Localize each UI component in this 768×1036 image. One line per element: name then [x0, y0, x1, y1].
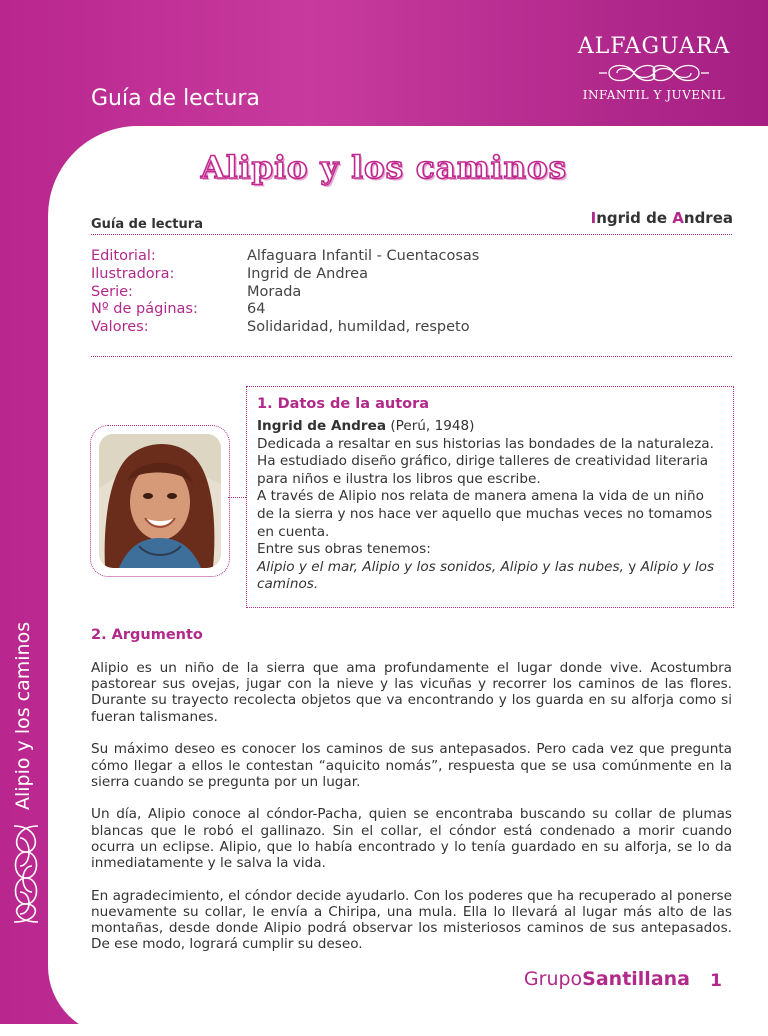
works-italic-2: Alipio y los caminos.	[257, 558, 715, 593]
book-title: Alipio y los caminos	[200, 150, 568, 186]
argument-paragraph: En agradecimiento, el cóndor decide ayudarlo. Con los poderes que ha recuperado al ponerse nuevamente su collar, le envía a Chiripa, una mula. Ella lo llevará al lugar más alto de las montañas, desde donde Alipio podrá observar los misteriosos caminos de sus antepasados. De ese modo, logrará cumplir su deseo.	[91, 887, 732, 953]
bio-paragraph: Dedicada a resaltar en sus historias las bondades de la naturaleza. Ha estudiado diseño gráfico, dirige talleres de creatividad literaria para niños e ilustra los libros que escribe.	[257, 435, 714, 487]
brand-name: ALFAGUARA	[577, 34, 731, 59]
detail-value: Morada	[247, 283, 302, 300]
photo-connector	[228, 497, 246, 498]
author-bio	[257, 418, 723, 594]
author-name-part1: ngrid de	[596, 209, 673, 227]
author-photo-frame	[90, 425, 230, 577]
argument-paragraph: Su máximo deseo es conocer los caminos de sus antepasados. Pero cada vez que pregunta cómo llegar a ellos le contestan “aquicito nomás”, respuesta que se usa comúnmente en la sierra cuando se pregunta por un lugar.	[91, 741, 732, 790]
detail-value: Ingrid de Andrea	[247, 265, 368, 282]
argument-paragraph: Un día, Alipio conoce al cóndor-Pacha, quien se encontraba buscando su collar de plumas blancas que le robó el gallinazo. Sin el collar, el cóndor está condenado a morir cuando ocurra un eclipse. Alipio, que lo había encontrado y lo tenía guardado en su alforja, se lo da inmediatamente y le salva la vida.	[91, 806, 732, 872]
works-list	[257, 559, 723, 594]
detail-label: Editorial:	[91, 248, 156, 264]
author-initial-first: I	[590, 209, 597, 227]
brand-subtitle: INFANTIL Y JUVENIL	[582, 88, 726, 102]
detail-value: 64	[247, 301, 266, 318]
alfaguara-knot-logo	[574, 60, 734, 86]
divider-details	[91, 356, 732, 357]
sidebar-vertical-title: Alipio y los caminos	[12, 621, 34, 810]
works-italic: Alipio y el mar, Alipio y los sonidos, Alipio y las nubes,	[257, 558, 624, 575]
detail-label: Serie:	[91, 283, 133, 300]
detail-row	[91, 284, 732, 302]
section2-heading: 2. Argumento	[91, 627, 203, 643]
bio-paragraph: Entre sus obras tenemos:	[257, 541, 431, 558]
detail-row	[91, 301, 732, 319]
divider-top	[91, 234, 732, 235]
publisher-bold: Santillana	[582, 968, 690, 990]
bio-paragraph: A través de Alipio nos relata de manera amena la vida de un niño de la sierra y nos hace ver aquello que muchas veces no tomamos en cuenta.	[257, 488, 713, 540]
detail-label: Ilustradora:	[91, 265, 175, 282]
author-name-line	[257, 418, 723, 436]
author-years: (Perú, 1948)	[386, 418, 475, 434]
publisher-logo	[524, 968, 690, 990]
detail-row	[91, 248, 732, 266]
book-details	[91, 248, 732, 337]
detail-value: Solidaridad, humildad, respeto	[247, 319, 470, 336]
detail-label: Valores:	[91, 319, 149, 336]
author-name-header	[591, 209, 733, 227]
detail-value: Alfaguara Infantil - Cuentacosas	[247, 248, 480, 264]
author-name-part2: ndrea	[683, 209, 733, 227]
argument-text	[91, 660, 732, 969]
author-bio-box	[246, 386, 734, 608]
knot-ornament-icon	[8, 822, 44, 926]
section1-heading: 1. Datos de la autora	[257, 396, 430, 412]
header-title: Guía de lectura	[91, 86, 260, 111]
author-photo	[99, 434, 221, 568]
alfaguara-logo[interactable]	[574, 34, 734, 102]
publisher-light: Grupo	[523, 968, 583, 990]
argument-paragraph: Alipio es un niño de la sierra que ama profundamente el lugar donde vive. Acostumbra pastorear sus ovejas, jugar con la nieve y las vicuñas y recorrer los caminos de las flores. Durante su trayecto recolecta objetos que va encontrando y los guarda en su alforja como si fueran talismanes.	[91, 660, 732, 725]
detail-row	[91, 266, 732, 284]
detail-label: Nº de páginas:	[91, 301, 198, 318]
guide-label: Guía de lectura	[91, 217, 203, 232]
page-number: 1	[710, 971, 722, 991]
author-name: Ingrid de Andrea	[257, 418, 387, 434]
author-initial-last: A	[672, 209, 684, 227]
works-and: y	[623, 558, 641, 575]
detail-row	[91, 319, 732, 337]
